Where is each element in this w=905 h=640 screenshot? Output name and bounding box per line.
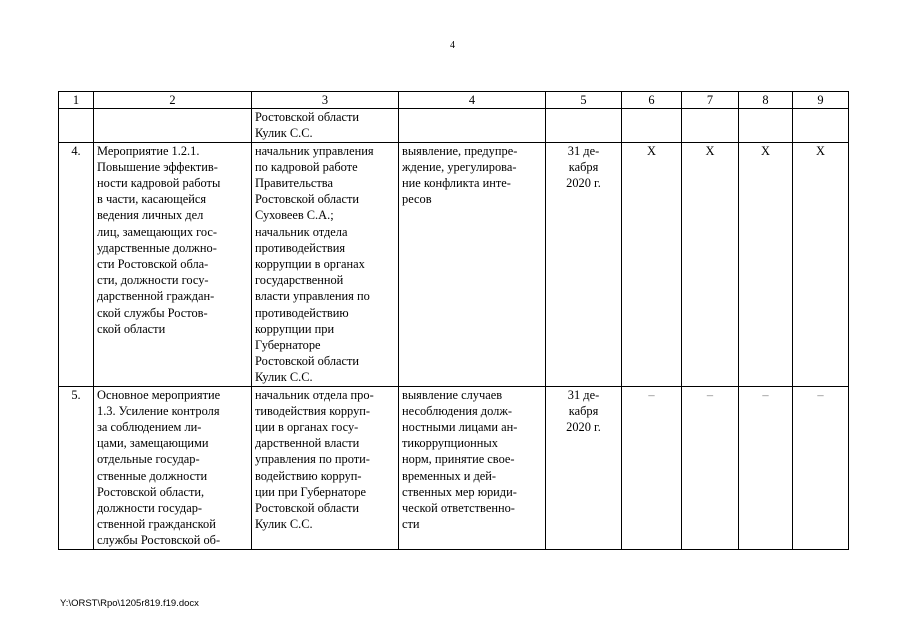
cell-line: норм, принятие свое- (402, 452, 515, 467)
header-cell: 4 (399, 92, 546, 109)
cell (622, 109, 682, 142)
mark-cell: – (793, 386, 849, 549)
row-number: 5. (59, 386, 94, 549)
plan-table (58, 91, 849, 550)
cell-line: дарственной граждан- (97, 289, 215, 304)
cell-line: Повышение эффектив- (97, 159, 218, 174)
header-cell: 9 (793, 92, 849, 109)
cell-line: дарственной власти (255, 436, 360, 451)
cell-line: власти управления по (255, 289, 370, 304)
cell-line: ждение, урегулирова- (402, 159, 517, 174)
cell-line: Ростовской области (255, 354, 360, 369)
file-path-footer: Y:\ORST\Rpo\1205r819.f19.docx (60, 598, 199, 609)
cell-line: Суховеев С.А.; (255, 208, 334, 223)
responsible-cell (252, 386, 399, 549)
result-cell (399, 142, 546, 386)
cell-line: лиц, замещающих гос- (97, 224, 218, 239)
cell-line: выявление, предупре- (402, 143, 518, 158)
header-cell: 1 (59, 92, 94, 109)
cell-line: Основное мероприятие (97, 387, 221, 402)
deadline-cell (546, 142, 622, 386)
cell-line: сти Ростовской обла- (97, 257, 209, 272)
cell-line: государственной (255, 273, 344, 288)
cell-line: ресов (402, 192, 432, 207)
cell-line: сти, должности госу- (97, 273, 209, 288)
cell (682, 109, 739, 142)
cell-line: Кулик С.С. (255, 126, 313, 141)
cell (793, 109, 849, 142)
cell-line: сти (402, 517, 420, 532)
header-row (59, 92, 849, 109)
deadline-cell (546, 386, 622, 549)
cell-line: кабря (568, 159, 599, 174)
cell-line: тиводействия корруп- (255, 403, 371, 418)
cell-line: по кадровой работе (255, 159, 358, 174)
header-cell: 8 (739, 92, 793, 109)
cell-line: в части, касающейся (97, 192, 207, 207)
header-cell: 5 (546, 92, 622, 109)
cell-line: противодействия (255, 240, 346, 255)
cell-line: ведения личных дел (97, 208, 204, 223)
cell-line: 31 де- (567, 387, 600, 402)
cell-line: ственной гражданской (97, 517, 216, 532)
mark-cell: Х (622, 142, 682, 386)
responsible-cell (252, 142, 399, 386)
cell-line: Ростовской области (255, 192, 360, 207)
cell-line: 2020 г. (566, 420, 601, 435)
cell-line: за соблюдением ли- (97, 420, 202, 435)
cell-line: Правительства (255, 176, 333, 191)
table-row (59, 386, 849, 549)
cell-line: Ростовской области, (97, 484, 205, 499)
cell-line: водействию корруп- (255, 468, 362, 483)
cell-line: кабря (568, 403, 599, 418)
cell-line: ческой ответственно- (402, 501, 515, 516)
row-number: 4. (59, 142, 94, 386)
cell-line: начальник управления (255, 143, 374, 158)
cell-line: 1.3. Усиление контроля (97, 403, 220, 418)
cell-line: противодействию (255, 305, 349, 320)
cell-line: выявление случаев (402, 387, 503, 402)
cell-line: должности государ- (97, 501, 203, 516)
activity-cell (94, 386, 252, 549)
cell-line: 31 де- (567, 143, 600, 158)
cell-line: ской службы Ростов- (97, 305, 208, 320)
cell-line: Ростовской области (255, 501, 360, 516)
cell-line: коррупции в органах (255, 257, 365, 272)
cell-line: начальник отдела (255, 224, 348, 239)
cell (59, 109, 94, 142)
mark-cell: – (622, 386, 682, 549)
continuation-responsible (252, 109, 399, 142)
mark-cell: Х (793, 142, 849, 386)
cell-line: ние конфликта инте- (402, 176, 511, 191)
cell-line: Ростовской области (255, 110, 360, 125)
continuation-row (59, 109, 849, 142)
cell-line: Мероприятие 1.2.1. (97, 143, 200, 158)
cell-line: цами, замещающими (97, 436, 209, 451)
cell-line: 2020 г. (566, 176, 601, 191)
cell-line: несоблюдения долж- (402, 403, 513, 418)
cell-line: ственных мер юриди- (402, 484, 517, 499)
page-number: 4 (450, 40, 455, 51)
cell-line: ственные должности (97, 468, 208, 483)
cell-line: ции в органах госу- (255, 420, 359, 435)
cell-line: начальник отдела про- (255, 387, 374, 402)
result-cell (399, 386, 546, 549)
cell-line: ударственные должно- (97, 240, 217, 255)
cell-line: тикоррупционных (402, 436, 498, 451)
cell (546, 109, 622, 142)
cell-line: ции при Губернаторе (255, 484, 367, 499)
cell-line: Кулик С.С. (255, 517, 313, 532)
table-row (59, 142, 849, 386)
cell-line: ской области (97, 321, 166, 336)
cell-line: Губернаторе (255, 338, 321, 353)
mark-cell: – (739, 386, 793, 549)
mark-cell: – (682, 386, 739, 549)
cell-line: управления по проти- (255, 452, 370, 467)
cell (739, 109, 793, 142)
cell-line: коррупции при (255, 321, 335, 336)
header-cell: 6 (622, 92, 682, 109)
mark-cell: Х (682, 142, 739, 386)
cell-line: службы Ростовской об- (97, 533, 221, 548)
cell-line: ности кадровой работы (97, 176, 221, 191)
header-cell: 2 (94, 92, 252, 109)
cell-line: Кулик С.С. (255, 370, 313, 385)
cell (94, 109, 252, 142)
header-cell: 3 (252, 92, 399, 109)
cell-line: отдельные государ- (97, 452, 200, 467)
cell-line: ностными лицами ан- (402, 420, 518, 435)
activity-cell (94, 142, 252, 386)
header-cell: 7 (682, 92, 739, 109)
mark-cell: Х (739, 142, 793, 386)
cell (399, 109, 546, 142)
cell-line: временных и дей- (402, 468, 497, 483)
